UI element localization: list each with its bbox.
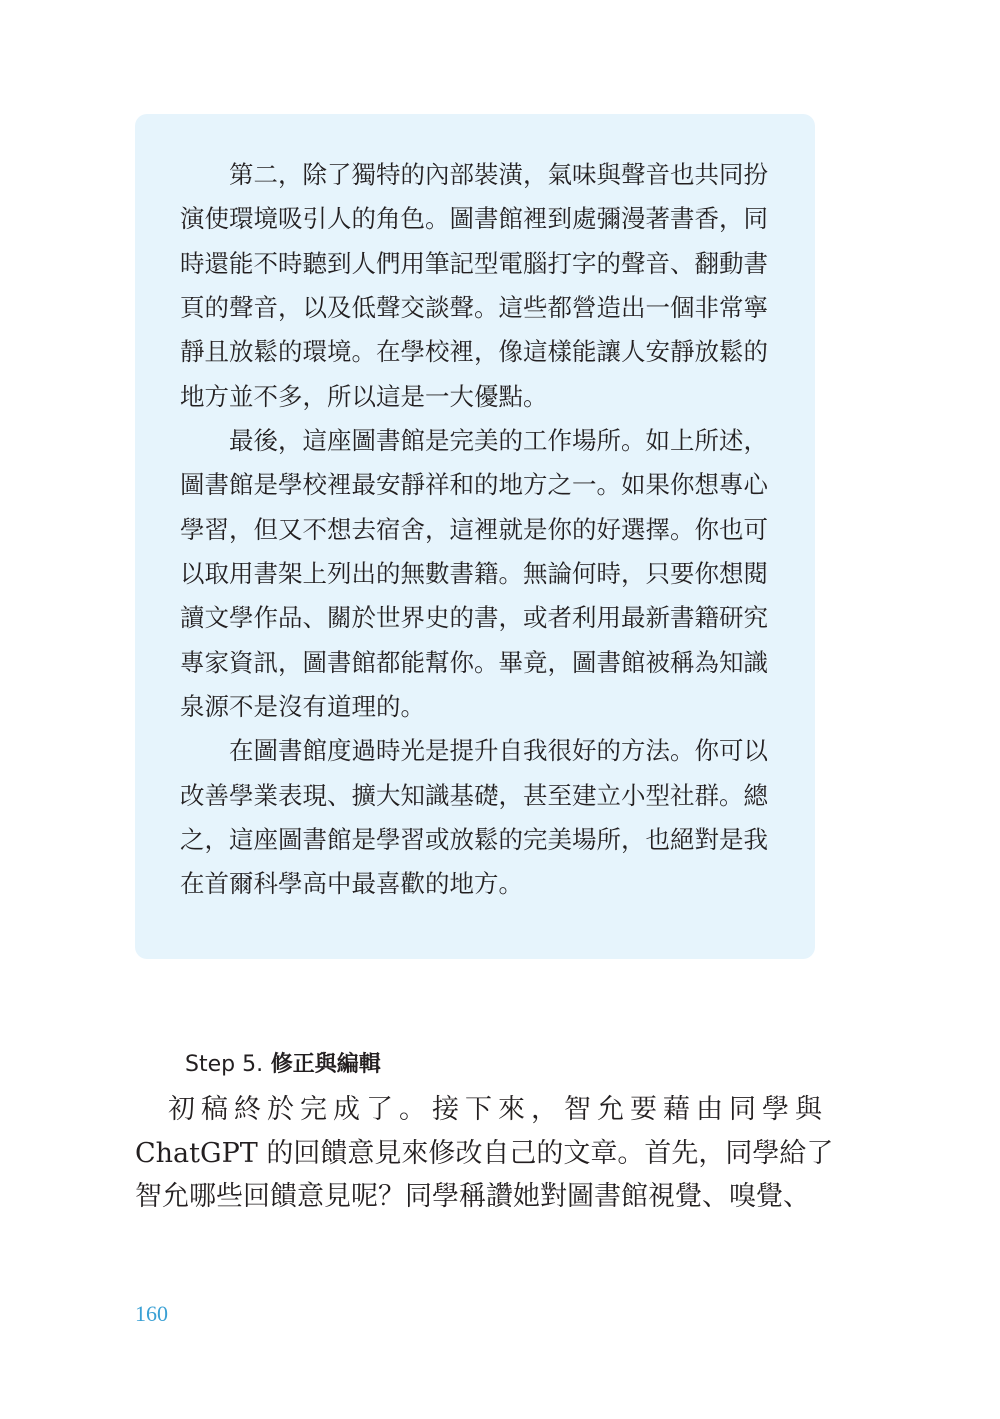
callout-line: 演使環境吸引人的角色。圖書館裡到處彌漫著書香，同 [180, 204, 768, 233]
callout-line: 時還能不時聽到人們用筆記型電腦打字的聲音、翻動書 [180, 249, 768, 278]
callout-line: 頁的聲音，以及低聲交談聲。這些都營造出一個非常寧 [180, 293, 768, 322]
callout-line: 以取用書架上列出的無數書籍。無論何時，只要你想閱 [180, 559, 768, 588]
body-line: 智允哪些回饋意見呢？同學稱讚她對圖書館視覺、嗅覺、 [135, 1181, 810, 1212]
callout-line: 靜且放鬆的環境。在學校裡，像這樣能讓人安靜放鬆的 [180, 337, 768, 366]
callout-line: 地方並不多，所以這是一大優點。 [180, 382, 548, 411]
callout-line: 最後，這座圖書館是完美的工作場所。如上所述， [180, 426, 768, 455]
callout-line: 在首爾科學高中最喜歡的地方。 [180, 869, 523, 898]
callout-line: 泉源不是沒有道理的。 [180, 692, 425, 721]
callout-line: 第二，除了獨特的內部裝潢，氣味與聲音也共同扮 [180, 160, 768, 189]
callout-line: 讀文學作品、關於世界史的書，或者利用最新書籍研究 [180, 603, 768, 632]
callout-line: 改善學業表現、擴大知識基礎，甚至建立小型社群。總 [180, 781, 768, 810]
body-line: ChatGPT 的回饋意見來修改自己的文章。首先，同學給了 [135, 1138, 834, 1169]
callout-line: 圖書館是學校裡最安靜祥和的地方之一。如果你想專心 [180, 470, 768, 499]
callout-line: 學習，但又不想去宿舍，這裡就是你的好選擇。你也可 [180, 515, 768, 544]
section-heading [185, 1050, 381, 1080]
page-number: 160 [135, 1301, 168, 1326]
step-label: Step 5. [185, 1052, 264, 1077]
callout-line: 專家資訊，圖書館都能幫你。畢竟，圖書館被稱為知識 [180, 648, 768, 677]
body-line: 初稿終於完成了。接下來，智允要藉由同學與 [135, 1094, 828, 1125]
callout-line: 之，這座圖書館是學習或放鬆的完美場所，也絕對是我 [180, 825, 768, 854]
callout-line: 在圖書館度過時光是提升自我很好的方法。你可以 [180, 736, 768, 765]
section-title: 修正與編輯 [270, 1052, 381, 1077]
